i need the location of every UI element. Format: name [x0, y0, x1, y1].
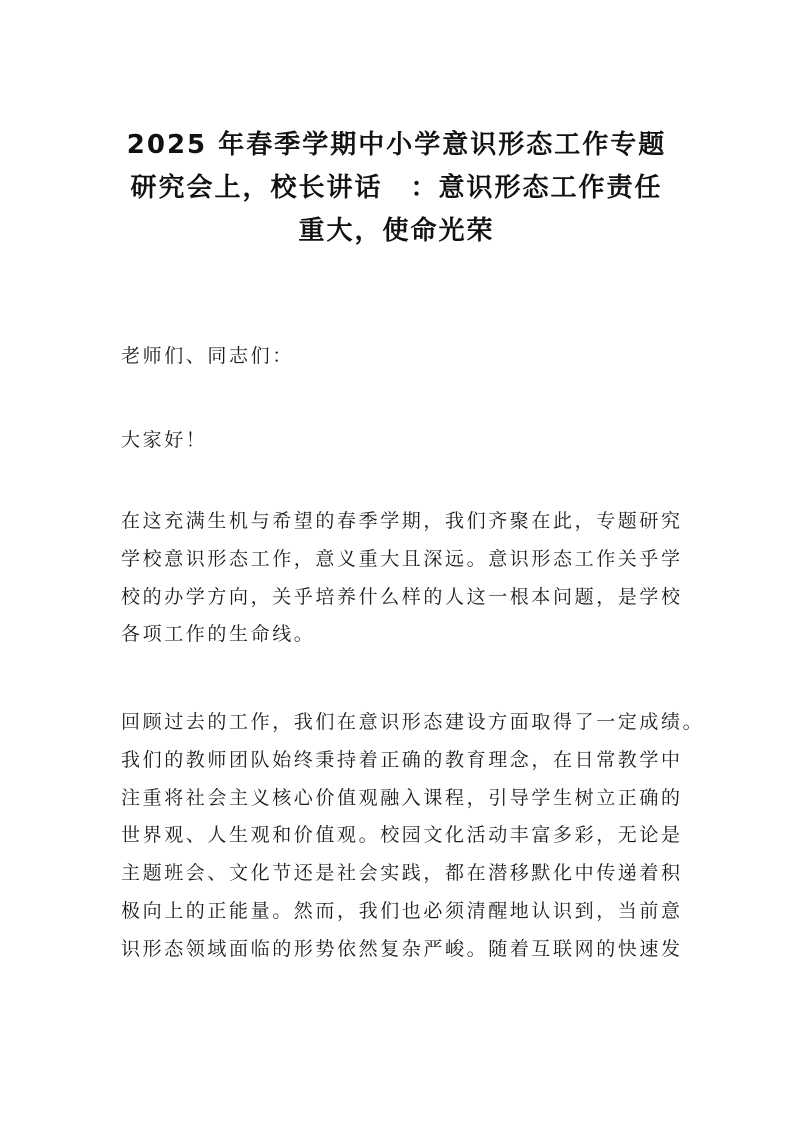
paragraph-line: 极向上的正能量。然而，我们也必须清醒地认识到，当前意 — [121, 899, 683, 922]
paragraph-line: 在这充满生机与希望的春季学期，我们齐聚在此，专题研究 — [121, 510, 683, 532]
paragraph-line: 识形态领域面临的形势依然复杂严峻。随着互联网的快速发 — [121, 937, 683, 960]
document-title — [100, 124, 693, 253]
paragraph-line: 我们的教师团队始终秉持着正确的教育理念，在日常教学中 — [121, 748, 683, 771]
title-line: 2025 年春季学期中小学意识形态工作专题 — [126, 130, 667, 160]
paragraph-review — [121, 704, 705, 969]
paragraph-line: 主题班会、文化节还是社会实践，都在潜移默化中传递着积 — [121, 862, 683, 885]
paragraph-line: 校的办学方向，关乎培养什么样的人这一根本问题，是学校 — [121, 585, 683, 608]
paragraph-line: 世界观、人生观和价值观。校园文化活动丰富多彩，无论是 — [121, 824, 683, 847]
greeting-text: 大家好！ — [121, 429, 208, 451]
paragraph-line: 注重将社会主义核心价值观融入课程，引导学生树立正确的 — [121, 786, 683, 809]
title-line: 重大，使命光荣 — [298, 216, 495, 246]
salutation-text: 老师们、同志们： — [121, 345, 294, 367]
title-line: 研究会上，校长讲话 ：意识形态工作责任 — [130, 173, 663, 203]
greeting — [121, 422, 691, 460]
salutation — [121, 338, 691, 376]
paragraph-line: 回顾过去的工作，我们在意识形态建设方面取得了一定成绩。 — [121, 711, 705, 733]
paragraph-line: 各项工作的生命线。 — [121, 623, 316, 646]
paragraph-intro — [121, 503, 691, 654]
paragraph-line: 学校意识形态工作，意义重大且深远。意识形态工作关乎学 — [121, 547, 683, 570]
